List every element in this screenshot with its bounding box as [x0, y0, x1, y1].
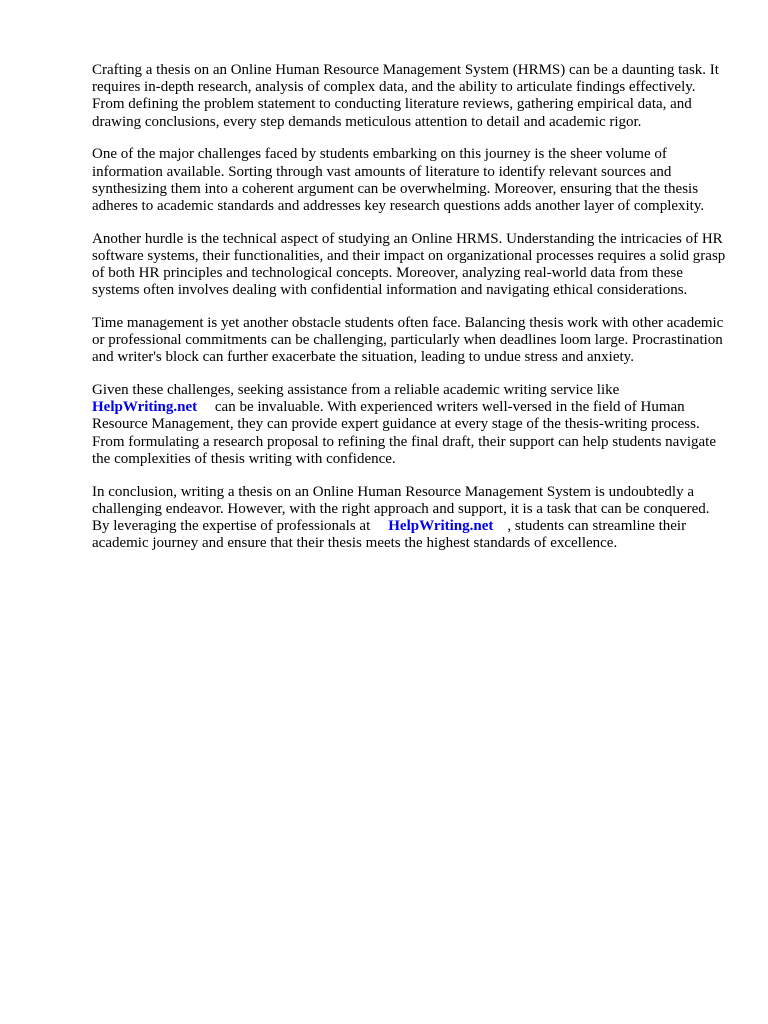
paragraph-conclusion-text-start: In conclusion, writing a thesis on an Online Human Resource Management System is undoubtedly a challenging endeavor. However, with the right approach and support, it is a task that can be conquered. By leveraging the expertise of professionals at [92, 483, 710, 534]
paragraph-intro: Crafting a thesis on an Online Human Resource Management System (HRMS) can be a daunting task. It requires in-depth research, analysis of complex data, and the ability to articulate findings effectively. From defining the problem statement to conducting literature reviews, gathering empirical data, and drawing conclusions, every step demands meticulous attention to detail and academic rigor. [92, 62, 719, 130]
paragraph-challenges: One of the major challenges faced by students embarking on this journey is the sheer volume of information available. Sorting through vast amounts of literature to identify relevant sources and synthesizing them into a coherent argument can be overwhelming. Moreover, ensuring that the thesis adheres to academic standards and addresses key research questions adds another layer of complexity. [92, 146, 705, 214]
paragraph-assistance-text-start: Given these challenges, seeking assistance from a reliable academic writing service like [92, 382, 620, 399]
helpwriting-link-conclusion[interactable]: HelpWriting.net [388, 517, 494, 534]
paragraph-technical: Another hurdle is the technical aspect of studying an Online HRMS. Understanding the intricacies of HR software systems, their functionalities, and their impact on organizational processes requires a solid grasp of both HR principles and technological concepts. Moreover, analyzing real-world data from these systems often involves dealing with confidential information and navigating ethical considerations. [92, 230, 726, 299]
paragraph-assistance-text-end: can be invaluable. With experienced writers well-versed in the field of Human Resource Management, they can provide expert guidance at every stage of the thesis-writing process. From formulating a research proposal to refining the final draft, their support can help students navigate the complexities of thesis writing with confidence. [92, 399, 716, 467]
document-body [92, 62, 728, 568]
helpwriting-link[interactable]: HelpWriting.net [92, 399, 198, 416]
paragraph-time-management: Time management is yet another obstacle students often face. Balancing thesis work with other academic or professional commitments can be challenging, particularly when deadlines loom large. Procrastination and writer's block can further exacerbate the situation, leading to undue stress and anxiety. [92, 314, 724, 366]
paragraph-conclusion [92, 484, 728, 553]
paragraph-assistance [92, 382, 728, 468]
paragraph-conclusion-text-end: , students can streamline their academic journey and ensure that their thesis meets the highest standards of excellence. [92, 517, 687, 552]
